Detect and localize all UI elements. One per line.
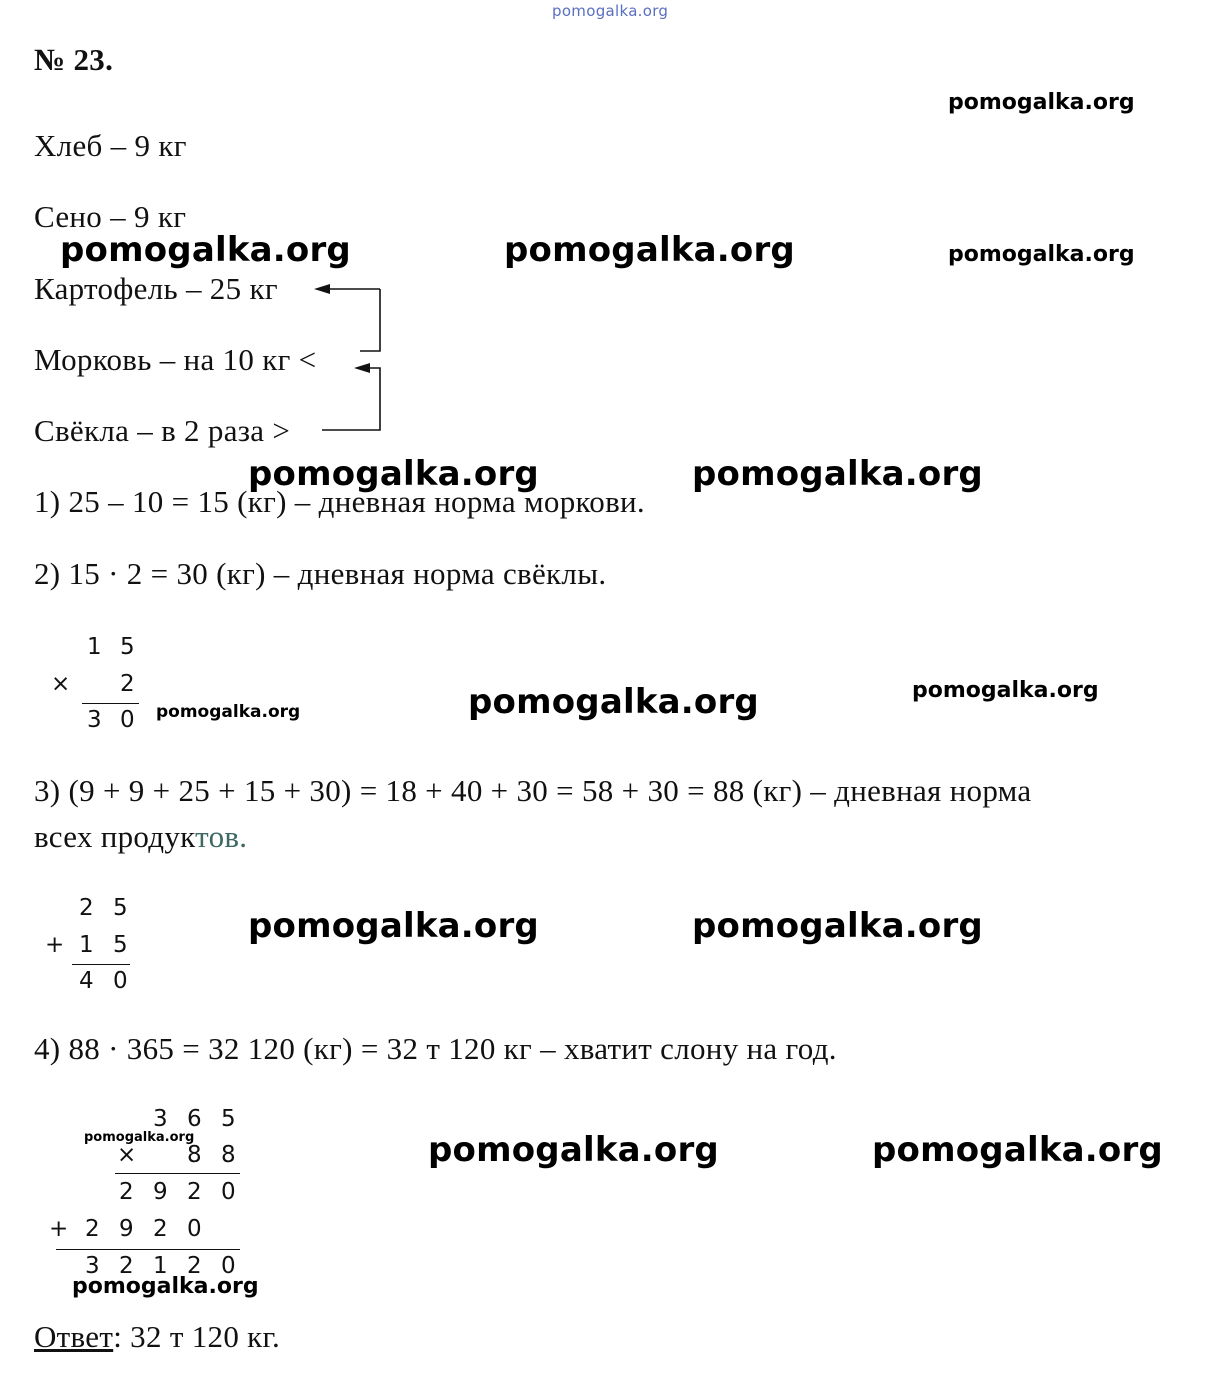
step-3-text-a: всех продук xyxy=(34,819,196,854)
watermark: pomogalka.org xyxy=(428,1130,719,1170)
calc3-operator-add: + xyxy=(49,1216,69,1242)
step-1: 1) 25 – 10 = 15 (кг) – дневная норма моркови. xyxy=(34,484,645,519)
calc1-result-digit: 3 xyxy=(87,707,102,733)
calc3-partial1-digit: 0 xyxy=(221,1179,236,1205)
calc3-partial1-digit: 2 xyxy=(119,1179,134,1205)
watermark: pomogalka.org xyxy=(156,702,301,722)
given-potato: Картофель – 25 кг xyxy=(34,271,278,306)
relation-arrows xyxy=(300,280,390,440)
watermark: pomogalka.org xyxy=(60,230,351,270)
calc3-partial1-digit: 9 xyxy=(153,1179,168,1205)
calc3-line-2 xyxy=(56,1249,240,1250)
calc1-line xyxy=(82,703,139,704)
given-beet: Свёкла – в 2 раза > xyxy=(34,413,291,448)
given-bread: Хлеб – 9 кг xyxy=(34,128,187,163)
calc3-digit: 3 xyxy=(153,1106,168,1132)
answer-label: Ответ xyxy=(34,1319,114,1354)
calc2-result-digit: 0 xyxy=(113,968,128,994)
calc3-partial2-digit: 0 xyxy=(187,1216,202,1242)
arrow-beet-to-carrot-line xyxy=(322,368,380,430)
watermark-top: pomogalka.org xyxy=(552,2,669,20)
calc2-operator: + xyxy=(45,932,65,958)
watermark: pomogalka.org xyxy=(692,906,983,946)
calc3-digit: 5 xyxy=(221,1106,236,1132)
calc3-partial1-digit: 2 xyxy=(187,1179,202,1205)
calc3-digit: 8 xyxy=(221,1142,236,1168)
calc2-digit: 1 xyxy=(79,932,94,958)
watermark: pomogalka.org xyxy=(948,242,1135,267)
watermark: pomogalka.org xyxy=(72,1274,259,1299)
calc3-operator-multiply: × xyxy=(117,1142,137,1168)
calc1-result-digit: 0 xyxy=(120,707,135,733)
watermark: pomogalka.org xyxy=(504,230,795,270)
calc2-line xyxy=(72,964,130,965)
calc3-result-digit: 2 xyxy=(187,1253,202,1279)
calc2-digit: 5 xyxy=(113,932,128,958)
arrow-potato-head xyxy=(314,284,330,294)
watermark: pomogalka.org xyxy=(948,90,1135,115)
calc2-result-digit: 4 xyxy=(79,968,94,994)
step-3-text-b: тов. xyxy=(195,819,248,854)
answer-text: : 32 т 120 кг. xyxy=(113,1319,281,1354)
problem-number: № 23. xyxy=(34,42,114,77)
answer xyxy=(34,1319,280,1355)
watermark: pomogalka.org xyxy=(468,682,759,722)
calc1-operator: × xyxy=(51,671,71,697)
watermark: pomogalka.org xyxy=(872,1130,1163,1170)
arrow-carrot-head xyxy=(354,363,370,373)
calc1-digit: 2 xyxy=(120,671,135,697)
arrow-carrot-to-potato-line xyxy=(360,289,380,351)
step-2: 2) 15 · 2 = 30 (кг) – дневная норма свёклы. xyxy=(34,556,607,591)
calc1-digit: 5 xyxy=(120,634,135,660)
step-3-line1: 3) (9 + 9 + 25 + 15 + 30) = 18 + 40 + 30 = 58 + 30 = 88 (кг) – дневная норма xyxy=(34,773,1032,808)
calc3-result-digit: 1 xyxy=(153,1253,168,1279)
calc3-digit: 8 xyxy=(187,1142,202,1168)
calc1-digit: 1 xyxy=(87,634,102,660)
watermark: pomogalka.org xyxy=(248,454,539,494)
calc3-result-digit: 2 xyxy=(119,1253,134,1279)
watermark: pomogalka.org xyxy=(912,678,1099,703)
calc3-partial2-digit: 9 xyxy=(119,1216,134,1242)
step-3-line2 xyxy=(34,819,247,855)
watermark: pomogalka.org xyxy=(692,454,983,494)
calc3-partial2-digit: 2 xyxy=(85,1216,100,1242)
calc3-result-digit: 0 xyxy=(221,1253,236,1279)
calc2-digit: 5 xyxy=(113,895,128,921)
watermark: pomogalka.org xyxy=(84,1130,195,1145)
calc3-result-digit: 3 xyxy=(85,1253,100,1279)
watermark: pomogalka.org xyxy=(248,906,539,946)
given-carrot: Морковь – на 10 кг < xyxy=(34,342,317,377)
calc3-line-1 xyxy=(115,1173,240,1174)
calc3-digit: 6 xyxy=(187,1106,202,1132)
calc3-partial2-digit: 2 xyxy=(153,1216,168,1242)
calc2-digit: 2 xyxy=(79,895,94,921)
step-4: 4) 88 · 365 = 32 120 (кг) = 32 т 120 кг – хватит слону на год. xyxy=(34,1031,837,1066)
given-hay: Сено – 9 кг xyxy=(34,199,187,234)
